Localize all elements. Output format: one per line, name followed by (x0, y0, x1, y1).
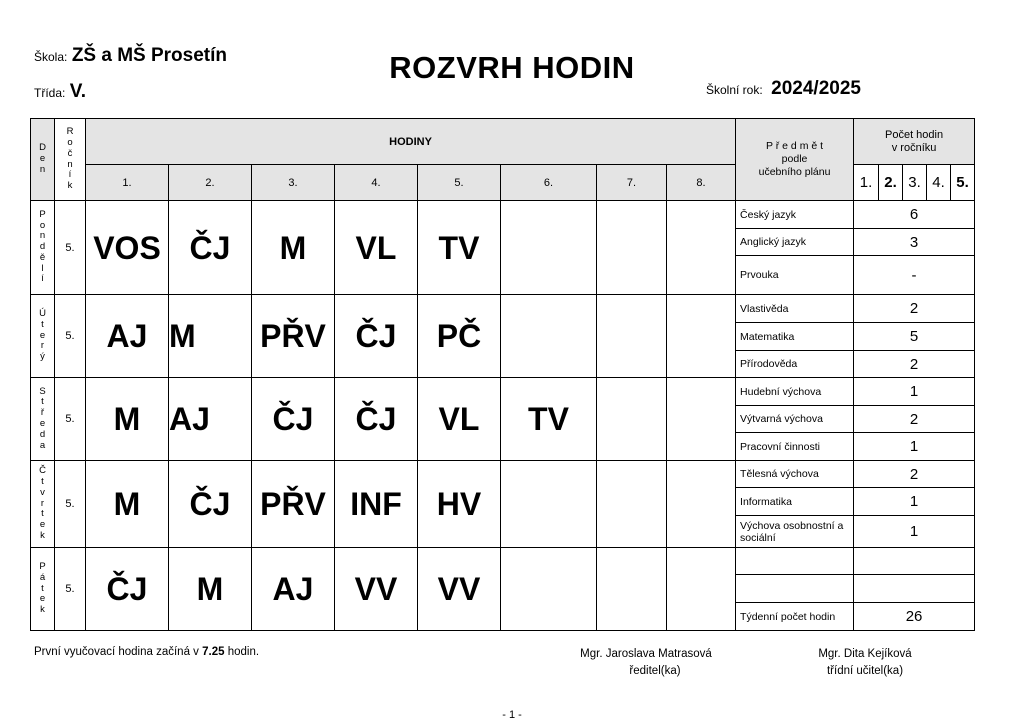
day-cell (31, 461, 55, 548)
day-name-letter: P (39, 561, 46, 572)
day-name-letter: d (39, 428, 46, 440)
day-name (31, 210, 54, 286)
subject-name: Matematika (736, 323, 854, 351)
day-cell (31, 548, 55, 631)
day-name-letter: S (39, 385, 46, 397)
subject-hours: - (854, 256, 975, 295)
day-name-letter: t (41, 476, 44, 487)
subject-hours: 6 (854, 201, 975, 229)
start-time-note (34, 646, 259, 658)
day-name-letter: ě (39, 251, 46, 263)
rocnik-label-letter: R (66, 126, 74, 138)
grade-cell: 5. (55, 201, 86, 295)
lesson-cell: M (86, 378, 169, 461)
timetable-row (31, 295, 975, 323)
pocet-header (854, 119, 975, 165)
lesson-cell: ČJ (169, 201, 252, 295)
day-name-letter: á (39, 571, 46, 583)
day-name-letter: e (39, 329, 46, 341)
day-cell (31, 201, 55, 295)
subject-hours: 2 (854, 406, 975, 433)
timetable-row (31, 201, 975, 229)
day-cell (31, 295, 55, 378)
predmet-header-line: P ř e d m ě t (766, 140, 824, 152)
hodiny-header: HODINY (86, 119, 736, 165)
school-year: 2024/2025 (771, 78, 861, 99)
grade-cell: 5. (55, 461, 86, 548)
lesson-cell: VV (335, 548, 418, 631)
subject-name: Český jazyk (736, 201, 854, 229)
rocnik-label-letter: í (68, 169, 72, 181)
lesson-cell (667, 201, 736, 295)
teacher-signature (790, 646, 940, 680)
lesson-cell: ČJ (252, 378, 335, 461)
day-name-letter: t (41, 582, 44, 594)
day-name-letter: v (40, 486, 45, 498)
director-role: ředitel(ka) (629, 665, 681, 677)
director-signature (566, 646, 726, 680)
school-label: Škola: (34, 50, 68, 64)
subject-hours (854, 575, 975, 603)
subject-name: Tělesná výchova (736, 461, 854, 488)
lesson-cell: VL (335, 201, 418, 295)
period-number: 3. (252, 165, 335, 201)
subject-name (736, 575, 854, 603)
subject-hours: 1 (854, 488, 975, 516)
day-name-letter: Ú (39, 308, 46, 319)
subject-name: Výchova osobnostní a sociální (736, 516, 854, 548)
day-name-letter: r (40, 497, 45, 509)
day-name-letter: l (41, 262, 44, 274)
class-name: V. (69, 81, 87, 102)
lesson-cell (597, 548, 667, 631)
day-name (31, 387, 54, 452)
lesson-cell: VL (418, 378, 501, 461)
day-name-letter: n (39, 230, 46, 242)
lesson-cell: M (169, 295, 252, 378)
day-name-letter: e (39, 519, 46, 531)
subject-hours: 2 (854, 461, 975, 488)
den-label-letter: e (39, 153, 46, 165)
lesson-cell: AJ (86, 295, 169, 378)
year-number: 1. (854, 165, 879, 201)
lesson-cell: ČJ (169, 461, 252, 548)
school-year-line (706, 78, 861, 100)
lesson-cell: M (252, 201, 335, 295)
subject-name: Vlastivěda (736, 295, 854, 323)
period-number: 2. (169, 165, 252, 201)
lesson-cell (597, 201, 667, 295)
subject-hours: 3 (854, 229, 975, 256)
page-number: - 1 - (502, 709, 522, 721)
header-row-1 (31, 119, 975, 165)
subject-hours: 1 (854, 378, 975, 406)
subject-name: Prvouka (736, 256, 854, 295)
day-name-letter: Č (39, 465, 46, 477)
school-year-label: Školní rok: (706, 83, 763, 97)
subject-name: Přírodověda (736, 351, 854, 378)
start-text-before: První vyučovací hodina začíná v (34, 646, 203, 658)
period-number: 4. (335, 165, 418, 201)
period-number: 5. (418, 165, 501, 201)
lesson-cell: ČJ (86, 548, 169, 631)
subject-hours: 2 (854, 295, 975, 323)
lesson-cell: TV (418, 201, 501, 295)
day-name-letter: a (39, 439, 46, 451)
period-number: 8. (667, 165, 736, 201)
lesson-cell (667, 548, 736, 631)
lesson-cell: VOS (86, 201, 169, 295)
subject-name: Anglický jazyk (736, 229, 854, 256)
predmet-header-line: učebního plánu (758, 166, 831, 178)
teacher-role: třídní učitel(ka) (826, 665, 904, 677)
subject-name: Pracovní činnosti (736, 433, 854, 461)
lesson-cell (667, 461, 736, 548)
lesson-cell: PŘV (252, 461, 335, 548)
lesson-cell: AJ (252, 548, 335, 631)
subject-hours: 26 (854, 603, 975, 631)
lesson-cell: M (169, 548, 252, 631)
day-name-letter: e (39, 593, 46, 605)
pocet-header-line: v ročníku (891, 141, 937, 154)
grade-cell: 5. (55, 548, 86, 631)
day-name-letter: e (39, 418, 46, 429)
day-name (31, 466, 54, 542)
lesson-cell (501, 295, 597, 378)
lesson-cell (597, 378, 667, 461)
day-name (31, 562, 54, 616)
lesson-cell: PČ (418, 295, 501, 378)
lesson-cell (597, 295, 667, 378)
subject-name (736, 548, 854, 575)
day-name-letter: P (39, 208, 46, 220)
lesson-cell: ČJ (335, 295, 418, 378)
timetable-row (31, 461, 975, 488)
day-name (31, 309, 54, 363)
day-name-letter: d (39, 241, 46, 253)
grade-cell: 5. (55, 378, 86, 461)
subject-name: Týdenní počet hodin (736, 603, 854, 631)
year-number: 5. (951, 165, 975, 201)
day-name-letter: r (40, 340, 45, 352)
start-time: 7.25 (202, 646, 225, 658)
day-name-letter: o (39, 219, 46, 231)
lesson-cell: ČJ (335, 378, 418, 461)
class-label: Třída: (34, 86, 66, 100)
year-number: 2. (879, 165, 903, 201)
predmet-header (736, 119, 854, 201)
period-number: 6. (501, 165, 597, 201)
den-label-letter: n (39, 163, 46, 175)
timetable-body (31, 119, 975, 631)
rocnik-label-letter: o (67, 136, 73, 148)
lesson-cell: INF (335, 461, 418, 548)
lesson-cell (667, 295, 736, 378)
lesson-cell: PŘV (252, 295, 335, 378)
day-name-letter: t (41, 318, 44, 330)
subject-hours (854, 548, 975, 575)
lesson-cell (501, 461, 597, 548)
lesson-cell (501, 548, 597, 631)
day-name-letter: ř (40, 407, 45, 419)
day-name-letter: í (41, 273, 44, 285)
day-name-letter: k (40, 604, 45, 616)
day-name-letter: ý (40, 351, 45, 363)
lesson-cell: M (86, 461, 169, 548)
year-number: 4. (927, 165, 951, 201)
year-number: 3. (903, 165, 927, 201)
period-number: 1. (86, 165, 169, 201)
lesson-cell (501, 201, 597, 295)
subject-hours: 2 (854, 351, 975, 378)
den-header (31, 119, 55, 201)
subject-hours: 5 (854, 323, 975, 351)
period-number: 7. (597, 165, 667, 201)
day-name-letter: k (40, 529, 45, 541)
page-title: ROZVRH HODIN (389, 50, 635, 85)
pocet-header-line: Počet hodin (885, 128, 944, 141)
school-name: ZŠ a MŠ Prosetín (71, 45, 228, 66)
lesson-cell (597, 461, 667, 548)
den-label-letter: D (39, 142, 46, 154)
lesson-cell: VV (418, 548, 501, 631)
subject-name: Výtvarná výchova (736, 406, 854, 433)
lesson-cell (667, 378, 736, 461)
lesson-cell: TV (501, 378, 597, 461)
teacher-name: Mgr. Dita Kejíková (818, 648, 912, 660)
timetable-row (31, 548, 975, 575)
grade-cell: 5. (55, 295, 86, 378)
start-text-after: hodin. (224, 646, 260, 658)
day-name-letter: t (41, 396, 44, 408)
lesson-cell: HV (418, 461, 501, 548)
day-name-letter: t (41, 508, 44, 520)
subject-hours: 1 (854, 516, 975, 548)
rocnik-label-letter: č (67, 147, 73, 159)
timetable-row (31, 378, 975, 406)
rocnik-label-letter: n (67, 158, 73, 170)
rocnik-header (55, 119, 86, 201)
subject-name: Informatika (736, 488, 854, 516)
lesson-cell: AJ (169, 378, 252, 461)
predmet-header-line: podle (781, 153, 808, 165)
rocnik-label-letter: k (67, 180, 73, 192)
director-name: Mgr. Jaroslava Matrasová (580, 648, 712, 660)
day-cell (31, 378, 55, 461)
den-label (31, 143, 54, 175)
subject-hours: 1 (854, 433, 975, 461)
rocnik-label (55, 127, 85, 192)
subject-name: Hudební výchova (736, 378, 854, 406)
timetable (30, 118, 975, 631)
